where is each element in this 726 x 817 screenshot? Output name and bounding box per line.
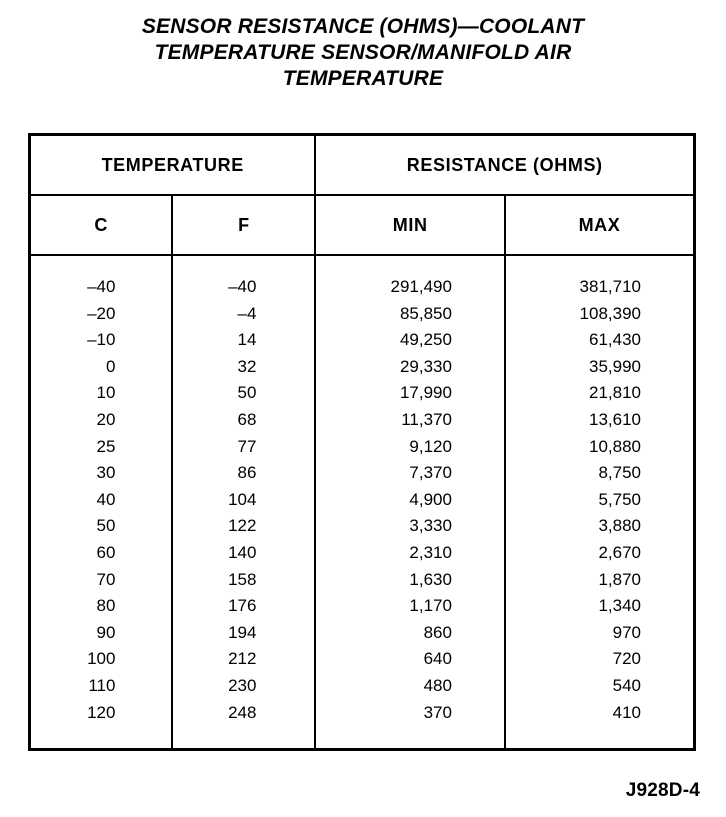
fahrenheit-value: 14: [237, 330, 257, 350]
fahrenheit-value: 77: [237, 436, 257, 456]
max-value: 8,750: [598, 463, 641, 483]
celsius-value: 100: [87, 649, 116, 669]
fahrenheit-value: –40: [228, 277, 257, 296]
min-value: 49,250: [399, 330, 452, 350]
celsius-value: 120: [87, 702, 116, 722]
fahrenheit-value: 194: [228, 622, 257, 642]
min-value: 11,370: [401, 409, 452, 429]
max-value: 2,670: [598, 542, 641, 562]
fahrenheit-value: 176: [228, 596, 257, 616]
fahrenheit-value: –4: [237, 303, 257, 323]
table-body-row: [30, 255, 695, 750]
page-title: [0, 0, 726, 92]
fahrenheit-value: 122: [228, 516, 257, 536]
column-header-max: MAX: [505, 195, 695, 255]
min-value: 640: [423, 649, 452, 669]
max-value: 61,430: [589, 330, 641, 350]
max-value: 540: [612, 675, 641, 695]
max-value: 970: [612, 622, 641, 642]
celsius-value: 110: [88, 675, 116, 695]
page-title-line-1: SENSOR RESISTANCE (OHMS)—COOLANT: [141, 15, 585, 38]
celsius-value: 70: [96, 569, 116, 589]
celsius-value-list: [31, 256, 171, 748]
min-value: 1,630: [409, 569, 452, 589]
min-value: 291,490: [390, 277, 452, 296]
celsius-value: 20: [96, 409, 116, 429]
fahrenheit-value: 86: [237, 463, 257, 483]
max-value: 720: [612, 649, 641, 669]
max-value: 1,870: [598, 569, 641, 589]
celsius-value: 10: [96, 383, 116, 403]
max-value: 5,750: [598, 489, 641, 509]
column-header-min: MIN: [315, 195, 505, 255]
max-value: 3,880: [598, 516, 641, 536]
celsius-value: 80: [96, 596, 116, 616]
celsius-value: –40: [87, 277, 116, 296]
min-value: 1,170: [409, 596, 452, 616]
fahrenheit-value: 212: [228, 649, 257, 669]
celsius-value: 30: [96, 463, 116, 483]
max-value: 1,340: [598, 596, 641, 616]
column-header-fahrenheit: F: [172, 195, 315, 255]
celsius-value: –20: [87, 303, 116, 323]
max-value: 381,710: [579, 277, 641, 296]
fahrenheit-value: 32: [237, 356, 257, 376]
max-value: 13,610: [589, 409, 641, 429]
fahrenheit-value: 248: [228, 702, 257, 722]
fahrenheit-value: 140: [228, 542, 257, 562]
min-value-list: [316, 256, 504, 748]
celsius-value: 60: [96, 542, 116, 562]
max-resistance-column: [505, 255, 695, 750]
resistance-table: [28, 133, 696, 751]
max-value: 108,390: [579, 303, 641, 323]
max-value: 21,810: [589, 383, 641, 403]
group-header-temperature: TEMPERATURE: [30, 135, 316, 196]
min-resistance-column: [315, 255, 505, 750]
fahrenheit-value: 68: [237, 409, 257, 429]
fahrenheit-value: 50: [237, 383, 257, 403]
celsius-value: 40: [96, 489, 116, 509]
max-value-list: [506, 256, 693, 748]
celsius-value: 50: [96, 516, 116, 536]
column-header-celsius: C: [30, 195, 173, 255]
min-value: 17,990: [399, 383, 452, 403]
fahrenheit-value: 158: [228, 569, 257, 589]
fahrenheit-value: 230: [228, 675, 257, 695]
min-value: 480: [423, 675, 452, 695]
max-value: 35,990: [589, 356, 641, 376]
fahrenheit-column: [172, 255, 315, 750]
min-value: 370: [423, 702, 452, 722]
min-value: 4,900: [409, 489, 452, 509]
celsius-value: 25: [96, 436, 116, 456]
table-group-header-row: [30, 135, 695, 196]
fahrenheit-value-list: [173, 256, 314, 748]
celsius-value: 0: [106, 356, 116, 376]
figure-code: J928D-4: [625, 780, 700, 801]
min-value: 3,330: [409, 516, 452, 536]
group-header-resistance: RESISTANCE (OHMS): [315, 135, 694, 196]
min-value: 860: [423, 622, 452, 642]
min-value: 9,120: [409, 436, 452, 456]
page-title-line-3: TEMPERATURE: [282, 67, 444, 90]
max-value: 10,880: [589, 436, 641, 456]
fahrenheit-value: 104: [228, 489, 257, 509]
table-column-header-row: [30, 195, 695, 255]
celsius-value: –10: [87, 330, 116, 350]
min-value: 2,310: [409, 542, 452, 562]
min-value: 29,330: [399, 356, 452, 376]
celsius-column: [30, 255, 173, 750]
page-title-line-2: TEMPERATURE SENSOR/MANIFOLD AIR: [154, 41, 572, 64]
min-value: 7,370: [409, 463, 452, 483]
resistance-table-container: [28, 133, 696, 751]
min-value: 85,850: [399, 303, 452, 323]
celsius-value: 90: [96, 622, 116, 642]
max-value: 410: [612, 702, 641, 722]
